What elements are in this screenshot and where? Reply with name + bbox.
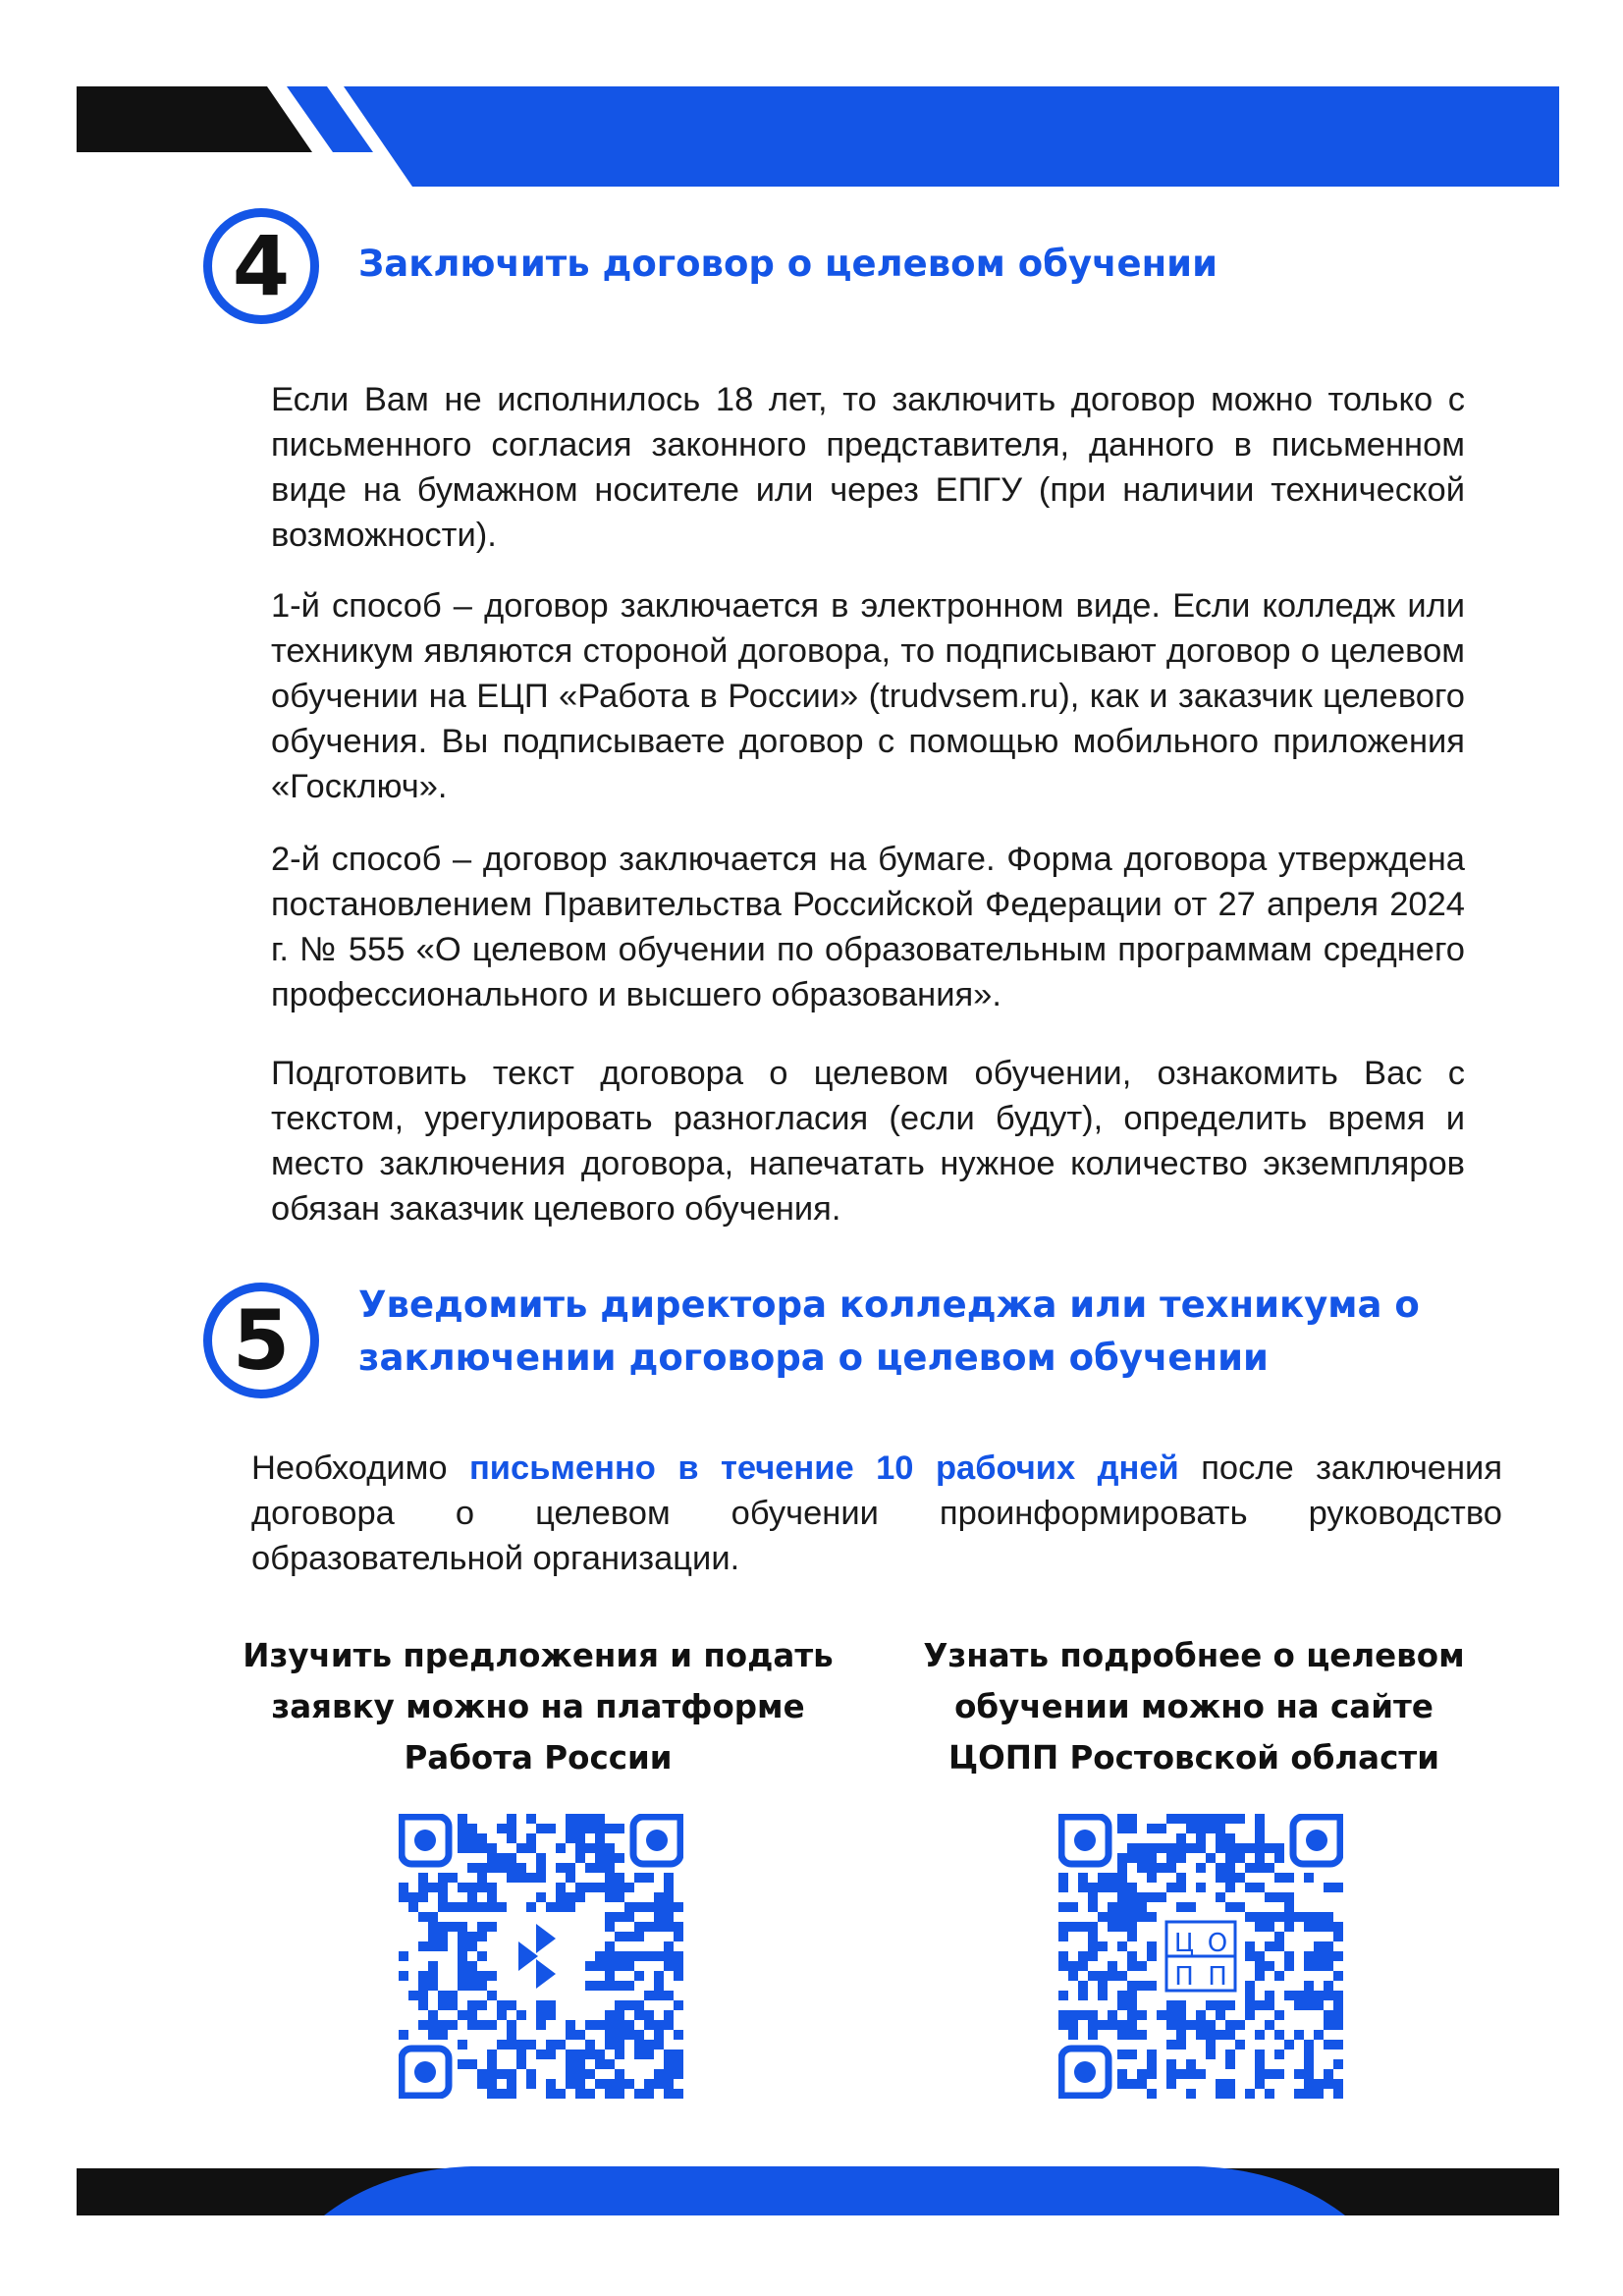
copp-letter-1: Ц [1173, 1929, 1195, 1958]
header-banner [0, 0, 1623, 196]
step-5-number: 5 [232, 1292, 291, 1389]
step-5-title-line-1: Уведомить директора колледжа или техникума о [358, 1284, 1420, 1326]
copp-letter-4: П [1208, 1962, 1227, 1992]
step-4-badge [203, 208, 319, 324]
step-4-paragraph-1: Если Вам не исполнилось 18 лет, то заключить договор можно только с письменного согласия законного представителя, данного в письменном виде на бумажном носителе или через ЕПГУ (при наличии технической возможности). [271, 381, 1465, 554]
qr-code-rabota-rossii[interactable] [399, 1814, 683, 2099]
copp-letter-2: О [1207, 1929, 1228, 1958]
step-4-paragraph-4: Подготовить текст договора о целевом обучении, ознакомить Вас с текстом, урегулировать разногласия (если будут), определить время и место заключения договора, напечатать нужное количество экземпляров обязан заказчик целевого обучения. [271, 1055, 1465, 1228]
step-4-paragraph-2: 1-й способ – договор заключается в электронном виде. Если колледж или техникум являются стороной договора, то подписывают договор о целевом обучении на ЕЦП «Работа в России» (trudvsem.ru), как и заказчик целевого обучения. Вы подписываете договор с помощью мобильного приложения «Госключ». [271, 587, 1465, 805]
step-5-paragraph [251, 1446, 1502, 1581]
step-5-title-line-2: заключении договора о целевом обучении [358, 1337, 1269, 1379]
qr-right-caption [870, 1630, 1518, 1783]
step-5-text-before: Необходимо [251, 1449, 469, 1487]
copp-logo-icon [1162, 1917, 1240, 1995]
play-logo-icon [502, 1917, 580, 1995]
qr-code-copp[interactable] [1058, 1814, 1343, 2099]
step-5-deadline-highlight: письменно в течение 10 рабочих дней [468, 1449, 1179, 1487]
qr-left-caption-line-2: заявку можно на платформе [271, 1688, 805, 1725]
step-5-title [358, 1279, 1488, 1385]
qr-right-caption-line-2: обучении можно на сайте [954, 1688, 1434, 1725]
footer-banner [0, 2141, 1623, 2296]
qr-left-caption [214, 1630, 862, 1783]
step-4-number: 4 [232, 218, 291, 314]
qr-left-caption-line-3: Работа России [404, 1739, 673, 1777]
step-4-title: Заключить договор о целевом обучении [358, 243, 1217, 285]
qr-left-caption-line-1: Изучить предложения и подать [243, 1637, 834, 1674]
step-4-paragraph-3: 2-й способ – договор заключается на бумаге. Форма договора утверждена постановлением Правительства Российской Федерации от 27 апреля 2024 г. № 555 «О целевом обучении по образовательным программам среднего профессионального и высшего образования». [271, 841, 1465, 1013]
step-5-text-after: после заключения договора о целевом обучении проинформировать руководство образовательной организации. [251, 1449, 1502, 1577]
step-5-badge [203, 1283, 319, 1398]
copp-letter-3: П [1174, 1962, 1194, 1992]
qr-right-caption-line-1: Узнать подробнее о целевом [923, 1637, 1465, 1674]
qr-right-caption-line-3: ЦОПП Ростовской области [947, 1739, 1439, 1777]
